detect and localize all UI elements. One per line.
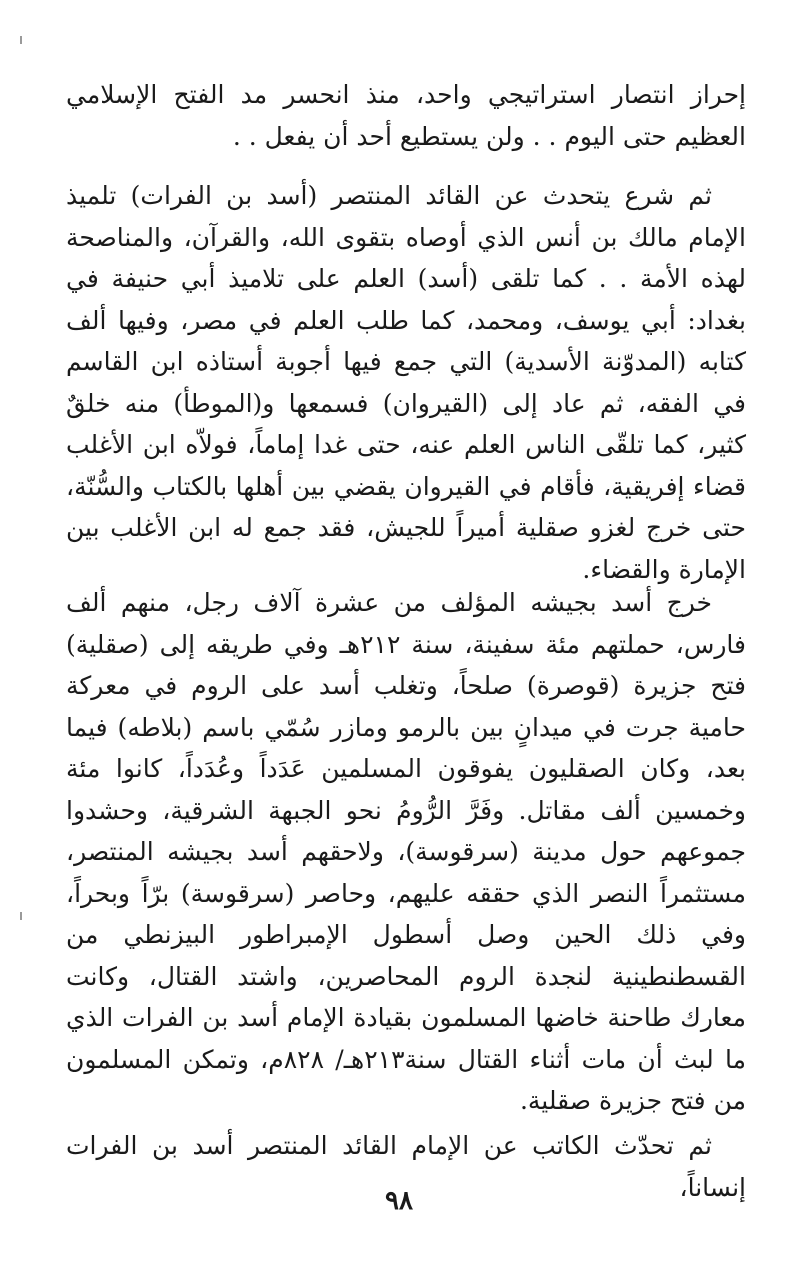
paragraph-asad-biography: ثم شرع يتحدث عن القائد المنتصر (أسد بن الفرات) تلميذ الإمام مالك بن أنس الذي أوصاه بتقوى الله، والقرآن، والمناصحة لهذه الأمة . . كما تلقى (أسد) العلم على تلاميذ أبي حنيفة في بغداد: أبي يوسف، ومحمد، كما طلب العلم في مصر، وفيها ألف كتابه (المدوّنة الأسدية) التي جمع فيها أجوبة أستاذه ابن القاسم في الفقه، ثم عاد إلى (القيروان) فسمعها و(الموطأ) منه خلقٌ كثير، كما تلقّى الناس العلم عنه، حتى غدا إماماً، فولاّه ابن الأغلب قضاء إفريقية، فأقام في القيروان يقضي بين أهلها بالكتاب والسُّنّة، حتى خرج لغزو صقلية أميراً للجيش، فقد جمع له ابن الأغلب بين الإمارة والقضاء. [66,181,746,584]
paragraph-closing: ثم تحدّث الكاتب عن الإمام القائد المنتصر أسد بن الفرات إنساناً، [66,1131,746,1202]
paragraph-sicily-campaign: خرج أسد بجيشه المؤلف من عشرة آلاف رجل، منهم ألف فارس، حملتهم مئة سفينة، سنة ٢١٢هـ وفي طريقه إلى (صقلية) فتح جزيرة (قوصرة) صلحاً، وتغلب أسد على الروم في معركة حامية جرت في ميدانٍ بين بالرمو ومازر سُمّي باسم (بلاطه) فيما بعد، وكان الصقليون يفوقون المسلمين عَدَداً وعُدَداً، كانوا مئة وخمسين ألف مقاتل. وفَرَّ الرُّومُ نحو الجبهة الشرقية، وحشدوا جموعهم حول مدينة (سرقوسة)، ولاحقهم أسد بجيشه المنتصر، مستثمراً النصر الذي حققه عليهم، وحاصر (سرقوسة) برّاً وبحراً، وفي ذلك الحين وصل أسطول الإمبراطور البيزنطي من القسطنطينية لنجدة الروم المحاصرين، واشتد القتال، وكانت معارك طاحنة خاضها المسلمون بقيادة الإمام أسد بن الفرات الذي ما لبث أن مات أثناء القتال سنة٢١٣هـ/ ٨٢٨م، وتمكن المسلمون من فتح جزيرة صقلية. [66,588,746,1115]
page-number: ٩٨ [385,1186,413,1216]
margin-mark [20,912,22,920]
margin-mark [20,36,22,44]
paragraph-continuation: إحراز انتصار استراتيجي واحد، منذ انحسر مد الفتح الإسلامي العظيم حتى اليوم . . ولن يستطيع أحد أن يفعل . . [66,80,746,151]
